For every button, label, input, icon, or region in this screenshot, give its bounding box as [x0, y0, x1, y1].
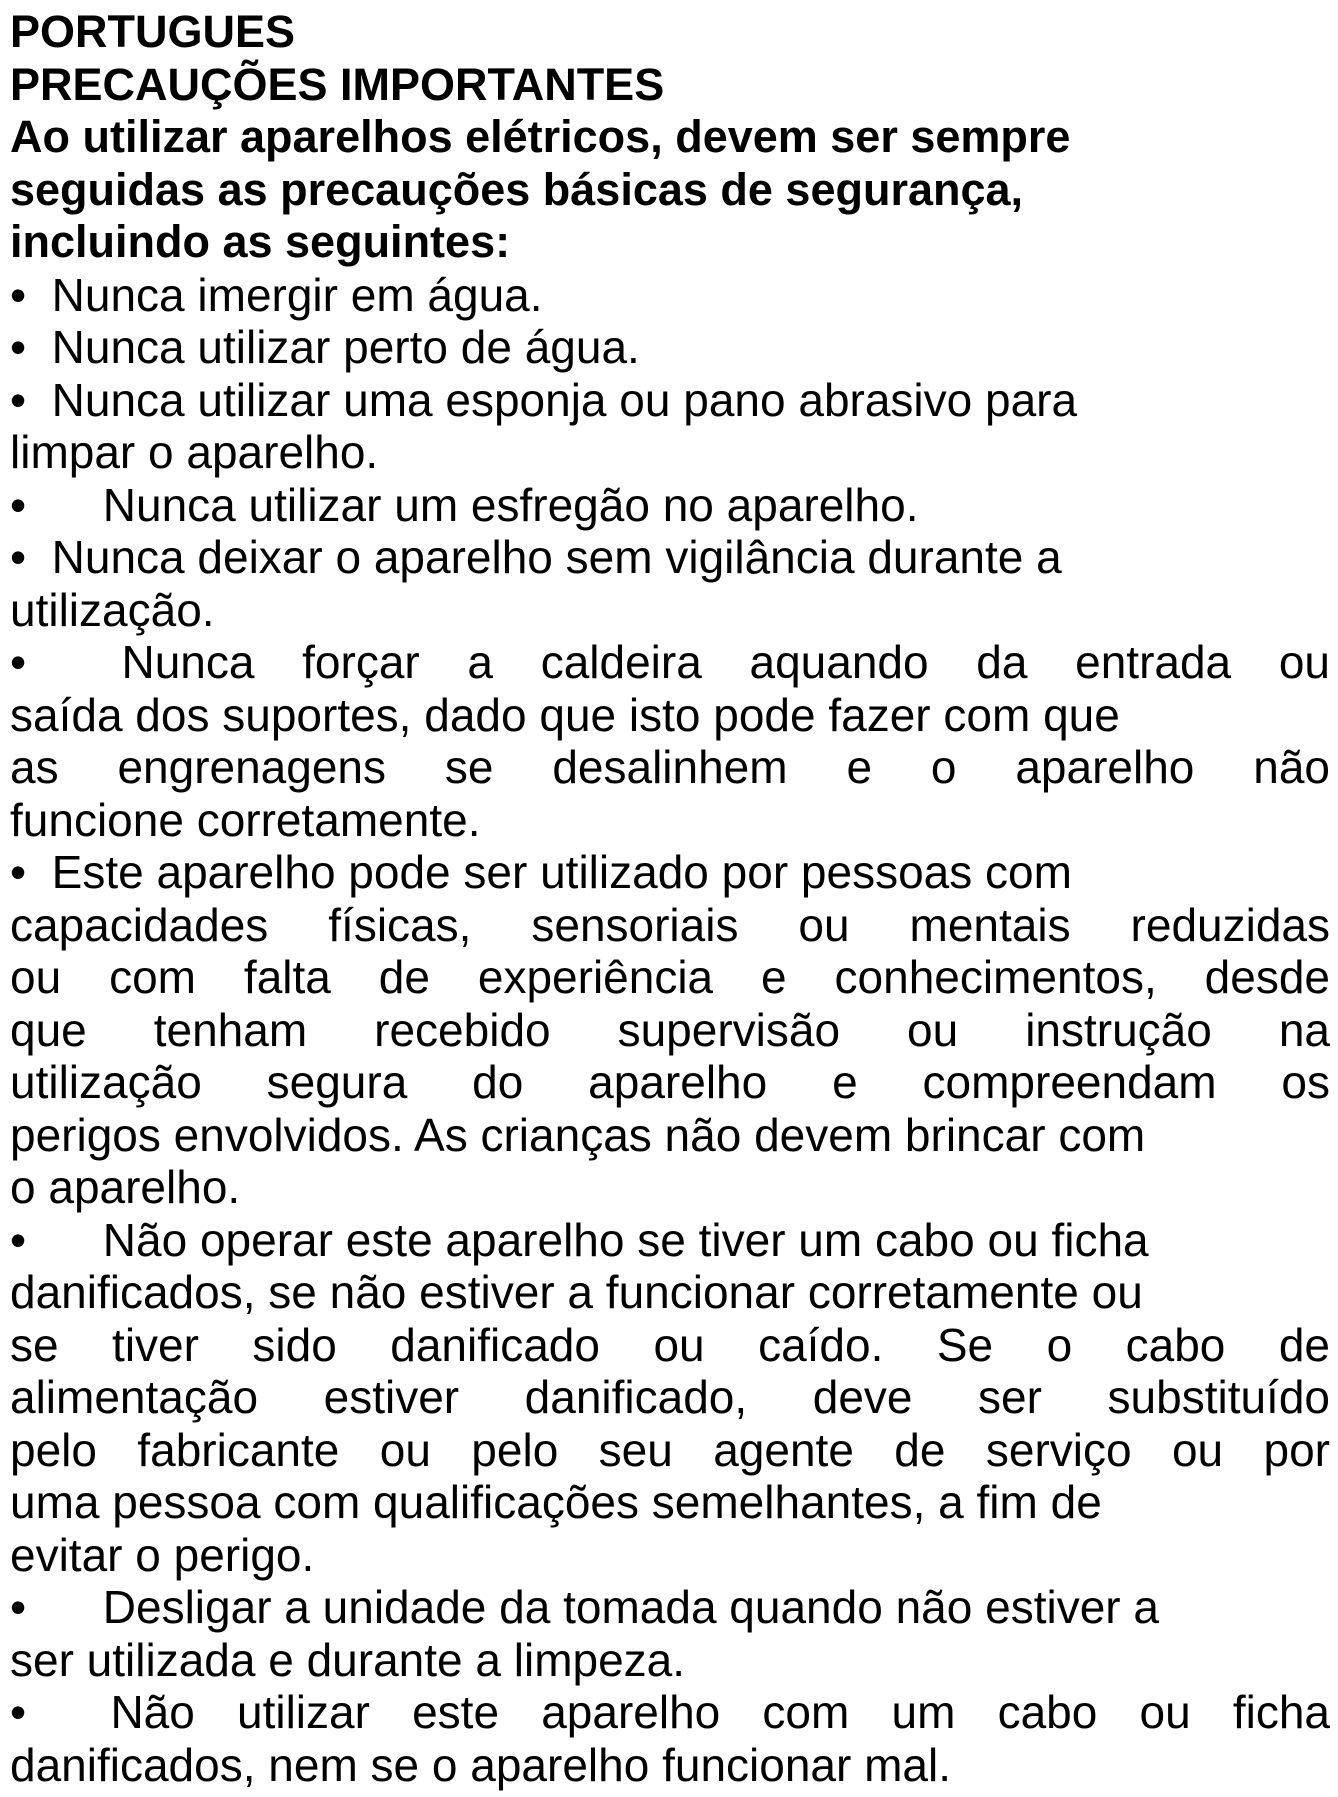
precaution-line: • Não utilizar este aparelho com um cabo ou ficha [10, 1686, 1330, 1738]
language-title: PORTUGUES [10, 6, 296, 57]
precaution-line: se tiver sido danificado ou caído. Se o cabo de [10, 1318, 1330, 1371]
document-page [10, 6, 1330, 1791]
intro-line: seguidas as precauções básicas de segurança, [10, 163, 1024, 215]
precaution-line: ser utilizada e durante a limpeza. [10, 1633, 686, 1686]
precaution-line: uma pessoa com qualificações semelhantes, a fim de [10, 1476, 1102, 1528]
precaution-line: capacidades físicas, sensoriais ou mentais reduzidas [10, 898, 1330, 951]
precaution-line: utilização. [10, 583, 215, 636]
precaution-line: • Nunca utilizar uma esponja ou pano abrasivo para [10, 373, 1078, 426]
section-heading: PRECAUÇÕES IMPORTANTES [10, 58, 665, 110]
precaution-line: • Nunca utilizar um esfregão no aparelho. [10, 478, 919, 531]
precaution-line: funcione corretamente. [10, 793, 481, 846]
precaution-line: o aparelho. [10, 1161, 241, 1213]
precaution-line: • Não operar este aparelho se tiver um cabo ou ficha [10, 1213, 1149, 1266]
precautions-list [10, 269, 1330, 1792]
intro-paragraph [10, 111, 1330, 269]
precaution-line: • Este aparelho pode ser utilizado por pessoas com [10, 846, 1072, 898]
precaution-line: ou com falta de experiência e conhecimentos, desde [10, 951, 1330, 1003]
precaution-line: evitar o perigo. [10, 1528, 315, 1581]
precaution-line: as engrenagens se desalinhem e o aparelho não [10, 741, 1330, 793]
precaution-line: pelo fabricante ou pelo seu agente de serviço ou por [10, 1423, 1330, 1476]
precaution-line: que tenham recebido supervisão ou instrução na [10, 1003, 1330, 1056]
precaution-line: • Desligar a unidade da tomada quando não estiver a [10, 1581, 1159, 1633]
precaution-line: limpar o aparelho. [10, 426, 379, 478]
precaution-line: • Nunca imergir em água. [10, 268, 543, 321]
intro-line: incluindo as seguintes: [10, 216, 511, 267]
precaution-line: • Nunca deixar o aparelho sem vigilância durante a [10, 531, 1062, 583]
precaution-line: saída dos suportes, dado que isto pode fazer com que [10, 688, 1120, 741]
precaution-line: danificados, se não estiver a funcionar corretamente ou [10, 1266, 1143, 1318]
precaution-line: • Nunca utilizar perto de água. [10, 321, 640, 373]
precaution-line: alimentação estiver danificado, deve ser substituído [10, 1371, 1330, 1423]
intro-line: Ao utilizar aparelhos elétricos, devem ser sempre [10, 111, 1071, 162]
precaution-line: • Nunca forçar a caldeira aquando da entrada ou [10, 636, 1330, 688]
precaution-line: utilização segura do aparelho e compreendam os [10, 1056, 1330, 1108]
precaution-line: perigos envolvidos. As crianças não devem brincar com [10, 1108, 1146, 1161]
precaution-line: danificados, nem se o aparelho funcionar mal. [10, 1738, 952, 1791]
